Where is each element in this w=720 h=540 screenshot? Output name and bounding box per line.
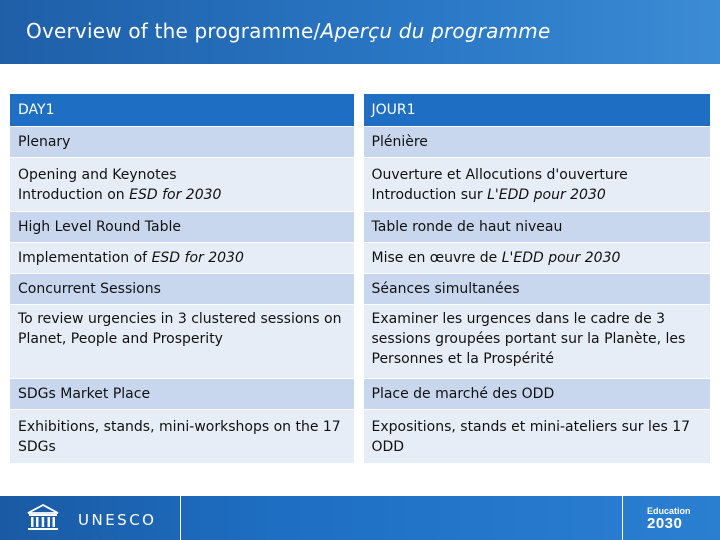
table-row [10, 127, 711, 158]
temple-icon [26, 504, 60, 532]
page-title: Overview of the programme/Aperçu du programme [26, 19, 551, 43]
cell-en: SDGs Market Place [10, 379, 359, 410]
cell-en: Implementation of ESD for 2030 [10, 243, 359, 274]
line-2: Introduction sur L'EDD pour 2030 [371, 186, 606, 203]
footer [0, 496, 720, 540]
title-bar [0, 0, 720, 64]
cell-en: Concurrent Sessions [10, 274, 359, 305]
unesco-wordmark: UNESCO [78, 511, 157, 529]
table-row [10, 243, 711, 274]
table-row [10, 158, 711, 212]
cell-fr: Expositions, stands et mini-ateliers sur les 17 ODD [359, 410, 711, 464]
table-row [10, 410, 711, 464]
header-jour1: JOUR1 [359, 94, 711, 127]
cell-en: High Level Round Table [10, 212, 359, 243]
cell-fr: Examiner les urgences dans le cadre de 3 sessions groupées portant sur la Planète, les Personnes et la Prospérité [359, 305, 711, 379]
cell-fr [359, 158, 711, 212]
table-header-row [10, 94, 711, 127]
table-row [10, 379, 711, 410]
cell-en [10, 158, 359, 212]
cell-en: Exhibitions, stands, mini-workshops on the 17 SDGs [10, 410, 359, 464]
line-1: Opening and Keynotes [18, 166, 177, 183]
education-2030-logo [622, 496, 720, 540]
line-1: Ouverture et Allocutions d'ouverture [371, 166, 628, 183]
table-row [10, 274, 711, 305]
table-row [10, 212, 711, 243]
cell-en: To review urgencies in 3 clustered sessions on Planet, People and Prosperity [10, 305, 359, 379]
cell-fr: Séances simultanées [359, 274, 711, 305]
header-day1: DAY1 [10, 94, 359, 127]
cell-en: Plenary [10, 127, 359, 158]
programme-table [9, 93, 711, 464]
table-row [10, 305, 711, 379]
edu-year: 2030 [647, 515, 683, 532]
cell-fr: Plénière [359, 127, 711, 158]
cell-fr: Mise en œuvre de L'EDD pour 2030 [359, 243, 711, 274]
edu-label: Education [647, 506, 691, 516]
line-2: Introduction on ESD for 2030 [18, 186, 222, 203]
cell-fr: Place de marché des ODD [359, 379, 711, 410]
unesco-logo [0, 496, 181, 540]
cell-fr: Table ronde de haut niveau [359, 212, 711, 243]
